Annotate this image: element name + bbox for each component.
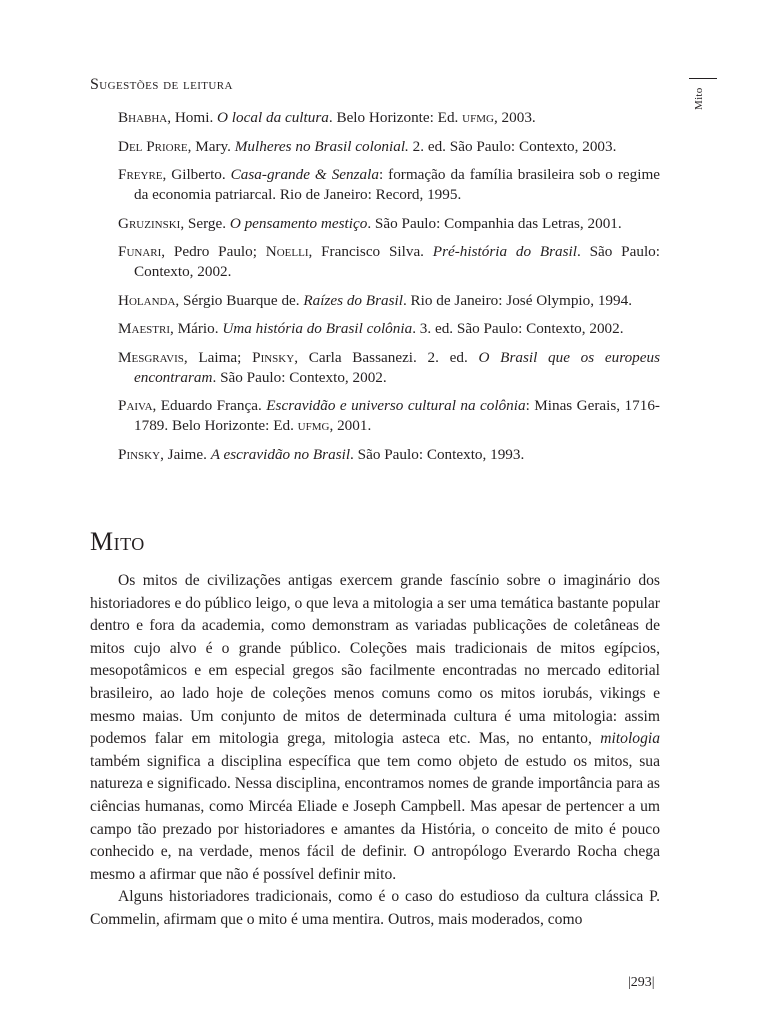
paragraph-1-part-a: Os mitos de civilizações antigas exercem grande fascínio sobre o imaginário dos historiadores e do público leigo, o que leva a mitologia a ser uma temática bastante popular dentro e fora da academia, como demonstram as variadas publicações de coletâneas de mitos cujo alvo é o grande público. Coleções mais tradicionais de mitos egípcios, mesopotâmicos e em especial gregos são facilmente encontradas no mercado editorial brasileiro, ao lado hoje de coleções menos comuns como os mitos iorubás, vikings e mesmo maias. Um conjunto de mitos de determinada cultura é uma mitologia: assim podemos falar em mitologia grega, mitologia asteca etc. Mas, no entanto, [90, 572, 660, 748]
publication-year: , 2003. [493, 109, 536, 126]
work-title: Escravidão e universo cultural na colônia [266, 397, 526, 414]
author-surname: Del Priore [118, 137, 188, 155]
section-title: Sugestões de leitura [90, 76, 233, 93]
author-surname: Bhabha [118, 109, 168, 126]
work-title: Casa-grande & Senzala [230, 166, 379, 183]
author2-rest: , Carla Bassanezi. 2. ed. [294, 348, 479, 366]
work-title: Mulheres no Brasil colonial. [234, 137, 409, 155]
author-surname: Holanda [118, 291, 176, 309]
bibliography-entry [118, 291, 660, 311]
author-rest: , Eduardo França. [152, 397, 267, 414]
work-title: Pré-história do Brasil [432, 243, 577, 260]
running-head-label: Mito [693, 87, 705, 110]
author-rest: , Serge. [180, 214, 230, 232]
author-rest: , Laima; [183, 348, 253, 366]
bibliography-entry [118, 137, 660, 157]
publication-info: . Rio de Janeiro: José Olympio, 1994. [402, 291, 633, 309]
author-surname: Maestri [118, 320, 171, 337]
author-surname: Gruzinski [118, 214, 181, 232]
author-rest: , Homi. [167, 109, 218, 126]
article-body [90, 570, 660, 932]
publication-info: . São Paulo: Companhia das Letras, 2001. [367, 214, 622, 232]
author-rest: , Mário. [170, 320, 223, 337]
paragraph-1-part-b: também significa a disciplina específica que tem como objeto de estudo os mitos, sua natureza e significado. Nessa disciplina, encontramos nomes de grande importância para as ciências humanas, como Mircéa Eliade e Joseph Campbell. Mas apesar de pertencer a um campo tão prezado por historiadores e amantes da História, o conceito de mito é pouco conhecido e, na verdade, menos fácil de definir. O antropólogo Everardo Rocha chega mesmo a afirmar que não é possível definir mito. [90, 752, 660, 883]
author-rest: , Sérgio Buarque de. [175, 291, 304, 309]
author2-surname: Pinsky [252, 348, 295, 366]
work-title: O local da cultura [217, 109, 329, 126]
publication-info: . São Paulo: Contexto, 1993. [350, 445, 525, 463]
bibliography-entry [118, 165, 660, 205]
author-rest: , Gilberto. [162, 166, 231, 183]
bibliography-list [118, 108, 660, 473]
running-head [689, 74, 719, 114]
paragraph-1 [90, 570, 660, 886]
publication-info: . Belo Horizonte: Ed. [328, 109, 463, 126]
bibliography-entry [118, 396, 660, 436]
author-rest: , Pedro Paulo; [161, 243, 266, 260]
author2-rest: , Francisco Silva. [308, 243, 433, 260]
author-surname: Pinsky [118, 445, 161, 463]
publisher-abbrev: ufmg [462, 109, 494, 126]
bibliography-entry [118, 319, 660, 339]
work-title: A escravidão no Brasil [210, 445, 351, 463]
author-rest: , Mary. [187, 137, 235, 155]
author-surname: Freyre [118, 166, 163, 183]
work-title: Uma história do Brasil colônia [222, 320, 413, 337]
publication-info: : formação da família brasileira sob o regime da economia patriarcal. Rio de Janeiro: Record, 1995. [134, 166, 660, 203]
publication-info: . 3. ed. São Paulo: Contexto, 2002. [412, 320, 624, 337]
bibliography-entry [118, 108, 660, 128]
publication-info: . São Paulo: Contexto, 2002. [212, 368, 387, 386]
author-surname: Paiva [118, 397, 153, 414]
publication-info: 2. ed. São Paulo: Contexto, 2003. [408, 137, 617, 155]
bibliography-entry [118, 242, 660, 282]
author2-surname: Noelli [265, 243, 309, 260]
author-surname: Mesgravis [118, 348, 184, 366]
bibliography-entry [118, 348, 660, 388]
work-title: Raízes do Brasil [303, 291, 403, 309]
page-number: |293| [628, 975, 655, 990]
paragraph-1-emphasis: mitologia [600, 730, 660, 748]
publication-info: . São Paulo: Contexto, 2002. [134, 243, 660, 280]
publisher-abbrev: ufmg [297, 417, 330, 434]
article-heading: Mito [90, 527, 145, 556]
work-title: O Brasil que os europeus encontraram [134, 348, 661, 386]
author-rest: , Jaime. [160, 445, 211, 463]
work-title: O pensamento mestiço [229, 214, 368, 232]
paragraph-2: Alguns historiadores tradicionais, como é o caso do estudioso da cultura clássica P. Commelin, afirmam que o mito é uma mentira. Outros, mais moderados, como [90, 888, 660, 928]
publication-info: : Minas Gerais, 1716-1789. Belo Horizonte: Ed. [134, 397, 660, 434]
bibliography-entry [118, 445, 660, 465]
publication-year: , 2001. [329, 417, 372, 434]
author-surname: Funari [118, 243, 162, 260]
running-head-rule [689, 78, 717, 79]
bibliography-entry [118, 214, 660, 234]
